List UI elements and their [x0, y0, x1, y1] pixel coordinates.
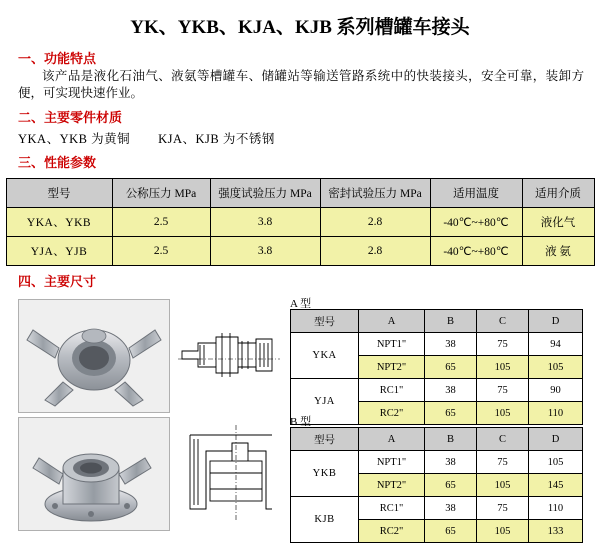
dimb-r2-c1: RC1" [359, 497, 425, 520]
type-b-label: B 型 [290, 416, 312, 428]
dima-r0-c2: 38 [425, 333, 477, 356]
dima-col-2: B [425, 310, 477, 333]
perf-r0-c1: 2.5 [112, 208, 210, 237]
table-row [6, 237, 594, 266]
dima-r2-c2: 38 [425, 379, 477, 402]
dima-model-0: YKA [291, 333, 359, 379]
table-row [291, 379, 583, 402]
product-photo-type-a [18, 299, 170, 413]
perf-r0-c3: 2.8 [320, 208, 430, 237]
product-photo-type-b [18, 417, 170, 531]
perf-r1-c3: 2.8 [320, 237, 430, 266]
dimb-col-4: D [529, 428, 583, 451]
dimb-r2-c3: 75 [477, 497, 529, 520]
dima-r2-c4: 90 [529, 379, 583, 402]
perf-r1-c5: 液 氨 [522, 237, 594, 266]
dimb-r1-c2: 65 [425, 474, 477, 497]
dimb-r3-c1: RC2" [359, 520, 425, 543]
dima-r1-c1: NPT2" [359, 356, 425, 379]
dima-r0-c3: 75 [477, 333, 529, 356]
dima-col-3: C [477, 310, 529, 333]
technical-drawing-type-a-graphic [176, 299, 284, 411]
table-row [291, 451, 583, 474]
materials-line [0, 127, 600, 147]
dima-r1-c4: 105 [529, 356, 583, 379]
dima-r3-c1: RC2" [359, 402, 425, 425]
dima-r1-c3: 105 [477, 356, 529, 379]
table-row [6, 208, 594, 237]
dimb-r3-c3: 105 [477, 520, 529, 543]
dima-col-0: 型号 [291, 310, 359, 333]
dima-r3-c3: 105 [477, 402, 529, 425]
dima-r2-c3: 75 [477, 379, 529, 402]
perf-r0-c5: 液化气 [522, 208, 594, 237]
dimb-r1-c4: 145 [529, 474, 583, 497]
dimb-col-0: 型号 [291, 428, 359, 451]
dimb-r0-c4: 105 [529, 451, 583, 474]
section-heading-performance: 三、性能参数 [18, 155, 97, 170]
dima-col-4: D [529, 310, 583, 333]
dimension-table-a [290, 309, 583, 425]
perf-col-5: 适用介质 [522, 179, 594, 208]
perf-col-4: 适用温度 [430, 179, 522, 208]
dimb-r0-c3: 75 [477, 451, 529, 474]
dima-r3-c4: 110 [529, 402, 583, 425]
dimb-r2-c2: 38 [425, 497, 477, 520]
dimb-col-3: C [477, 428, 529, 451]
perf-r1-c4: -40℃~+80℃ [430, 237, 522, 266]
perf-col-3: 密封试验压力 MPa [320, 179, 430, 208]
perf-r1-c2: 3.8 [210, 237, 320, 266]
table-row [291, 333, 583, 356]
dimensions-area [0, 295, 600, 545]
page-title: YK、YKB、KJA、KJB 系列槽罐车接头 [130, 17, 470, 38]
performance-table [6, 178, 595, 266]
dimb-r0-c1: NPT1" [359, 451, 425, 474]
type-a-label: A 型 [290, 298, 312, 310]
dima-r3-c2: 65 [425, 402, 477, 425]
dimb-r2-c4: 110 [529, 497, 583, 520]
perf-r1-c0: YJA、YJB [6, 237, 112, 266]
dimb-r1-c1: NPT2" [359, 474, 425, 497]
dima-col-1: A [359, 310, 425, 333]
materials-right: KJA、KJB 为不锈钢 [158, 132, 275, 146]
table-header-row [291, 428, 583, 451]
table-header-row [6, 179, 594, 208]
dimb-col-1: A [359, 428, 425, 451]
technical-drawing-type-b [176, 417, 284, 529]
section-heading-features: 一、功能特点 [18, 51, 97, 66]
section-heading-dimensions: 四、主要尺寸 [18, 274, 97, 289]
dimb-r0-c2: 38 [425, 451, 477, 474]
dima-r2-c1: RC1" [359, 379, 425, 402]
perf-r0-c0: YKA、YKB [6, 208, 112, 237]
dima-r1-c2: 65 [425, 356, 477, 379]
section-heading-materials: 二、主要零件材质 [18, 110, 123, 125]
dima-r0-c4: 94 [529, 333, 583, 356]
product-photo-type-b-graphic [19, 418, 169, 530]
dimb-model-0: YKB [291, 451, 359, 497]
dimension-table-b [290, 427, 583, 543]
perf-col-1: 公称压力 MPa [112, 179, 210, 208]
dimb-r3-c2: 65 [425, 520, 477, 543]
perf-col-0: 型号 [6, 179, 112, 208]
dimb-col-2: B [425, 428, 477, 451]
materials-left: YKA、YKB 为黄铜 [18, 132, 131, 146]
dimb-r1-c3: 105 [477, 474, 529, 497]
dimb-r3-c4: 133 [529, 520, 583, 543]
perf-col-2: 强度试验压力 MPa [210, 179, 320, 208]
perf-r0-c4: -40℃~+80℃ [430, 208, 522, 237]
table-header-row [291, 310, 583, 333]
table-row [291, 497, 583, 520]
perf-r0-c2: 3.8 [210, 208, 320, 237]
dimb-model-1: KJB [291, 497, 359, 543]
dima-model-1: YJA [291, 379, 359, 425]
technical-drawing-type-a [176, 299, 284, 411]
dima-r0-c1: NPT1" [359, 333, 425, 356]
technical-drawing-type-b-graphic [176, 417, 284, 529]
product-photo-type-a-graphic [19, 300, 169, 412]
perf-r1-c1: 2.5 [112, 237, 210, 266]
features-paragraph: 该产品是液化石油气、液氨等槽罐车、储罐站等输送管路系统中的快装接头，安全可靠，装卸方便，可实现快速作业。 [18, 69, 584, 100]
